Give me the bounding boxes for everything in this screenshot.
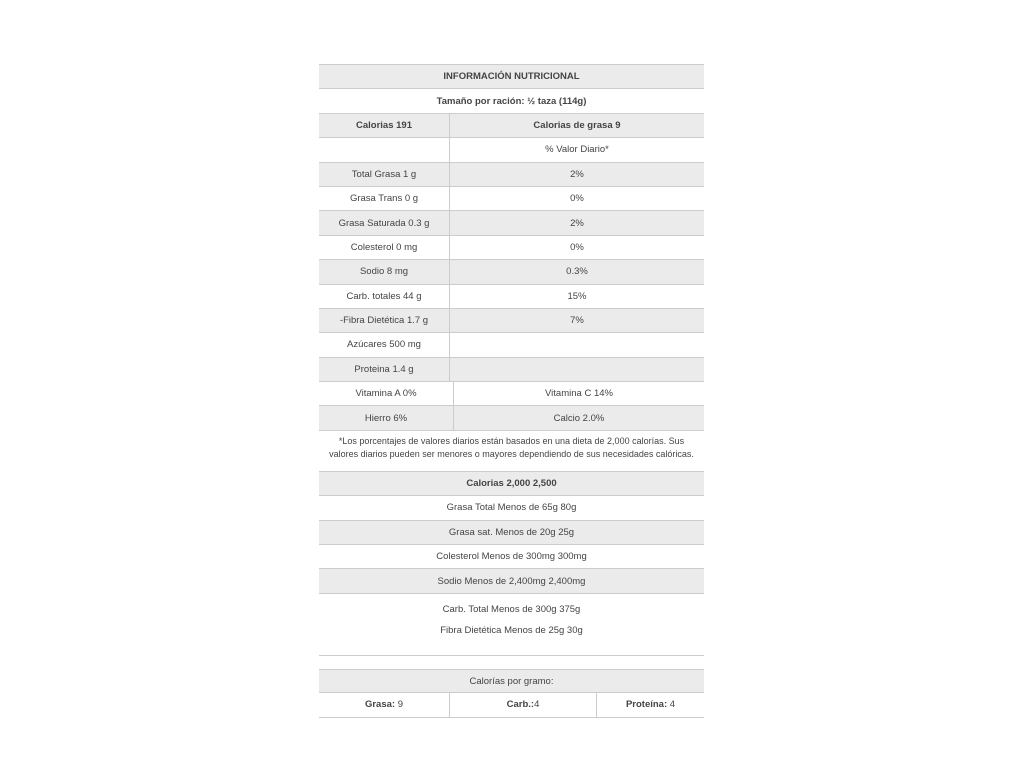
per-gram-protein [597,693,704,716]
diet-extra-block [319,594,704,656]
diet-row-text: Colesterol Menos de 300mg 300mg [436,551,587,563]
nutrient-label: Colesterol 0 mg [319,236,450,259]
nutrient-row [319,285,704,309]
nutrient-row [319,236,704,260]
nutrient-row [319,260,704,284]
serving-size: Tamaño por ración: ½ taza (114g) [436,95,587,107]
per-gram-row [319,693,704,717]
per-gram-carb-value: 4 [534,699,540,711]
calories-total: Calorias 191 [319,114,450,137]
calories-from-fat: Calorias de grasa 9 [533,119,621,131]
diet-row-text: Grasa Total Menos de 65g 80g [446,502,577,514]
nutrient-label: Proteina 1.4 g [319,358,450,381]
nutrient-value [450,333,704,356]
diet-row-text: Sodio Menos de 2,400mg 2,400mg [437,575,586,587]
nutrient-row [319,163,704,187]
vitamin-row [319,382,704,406]
nutrient-value: 15% [567,290,587,302]
vitamin-right: Calcio 2.0% [553,412,605,424]
per-gram-carb [450,693,597,716]
nutrient-label: Azúcares 500 mg [319,333,450,356]
table-title-row [319,65,704,89]
nutrient-label: Sodio 8 mg [319,260,450,283]
vitamin-row [319,406,704,430]
per-gram-header: Calorías por gramo: [469,675,554,687]
per-gram-protein-value: 4 [669,699,676,711]
diet-row-text: Grasa sat. Menos de 20g 25g [448,526,575,538]
nutrient-value: 0.3% [566,266,588,278]
diet-row [319,545,704,569]
nutrient-label: Total Grasa 1 g [319,163,450,186]
daily-value-header-row [319,138,704,162]
nutrient-value: 0% [570,193,584,205]
nutrient-label: Carb. totales 44 g [319,285,450,308]
spacer [319,656,704,669]
table-title: INFORMACIÓN NUTRICIONAL [443,71,580,83]
vitamin-left: Vitamina A 0% [319,382,454,405]
nutrient-label: Grasa Trans 0 g [319,187,450,210]
nutrient-value: 2% [570,168,584,180]
nutrient-row [319,358,704,382]
diet-header: Calorias 2,000 2,500 [466,478,557,490]
serving-size-row [319,89,704,113]
nutrient-label: -Fibra Dietética 1.7 g [319,309,450,332]
daily-value-header: % Valor Diario* [545,144,609,156]
per-gram-fat-value: 9 [397,699,404,711]
nutrient-row [319,187,704,211]
per-gram-carb-label: Carb.: [506,699,535,711]
diet-header-row [319,472,704,496]
per-gram-fat [319,693,450,716]
diet-extra-text: Carb. Total Menos de 300g 375g [442,603,581,615]
nutrient-label: Grasa Saturada 0.3 g [319,211,450,234]
nutrient-value: 0% [570,241,584,253]
diet-row [319,569,704,593]
nutrient-value: 7% [570,315,584,327]
per-gram-fat-label: Grasa: [364,699,396,711]
nutrient-row [319,333,704,357]
nutrient-value: 2% [570,217,584,229]
daily-value-footnote: *Los porcentajes de valores diarios están basados en una dieta de 2,000 calorías. Sus valores diarios pueden ser menores o mayores dependiendo de sus necesidades calóricas. [319,431,704,472]
diet-extra-text: Fibra Dietética Menos de 25g 30g [440,624,583,636]
per-gram-protein-label: Proteína: [625,699,668,711]
vitamin-left: Hierro 6% [319,406,454,429]
nutrient-value [450,358,704,381]
nutrition-facts-table [319,64,704,718]
diet-row [319,521,704,545]
nutrient-row [319,211,704,235]
nutrient-row [319,309,704,333]
calories-row [319,114,704,138]
vitamin-right: Vitamina C 14% [545,388,613,400]
per-gram-header-row [319,669,704,693]
diet-row [319,496,704,520]
empty-cell [319,138,450,161]
